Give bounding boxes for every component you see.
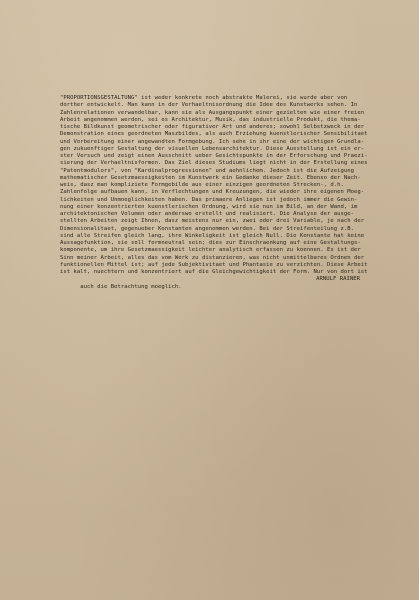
text-line: "PROPORTIONSGESTALTUNG" ist weder konkrete noch abstrakte Malerei, sie wurde aber von <box>60 95 348 101</box>
text-line: stellten Arbeiten zeigt Ihnen, dasz meistens nur ein, zwei oder drei Variable, je nach der <box>60 218 365 225</box>
text-line: Aussagefunktion, sie soll formneutral sein; dies zur Einschraenkung auf eine Gestaltungs- <box>60 240 361 246</box>
text-line: weis, dasz man kompliziete Formgebilde aus einer einzigen geordneten Strecken-, d.h. <box>60 182 344 188</box>
text-line: Zahlenfolge aufbauen kann, in Verflechtungen und Kreuzungen, die wieder ihre eigenen Moeg- <box>60 189 365 196</box>
text-line: ster Versuch und zeigt einen Ausschnitt ueber Gesichtspunkte in der Erforschung und Praezi- <box>60 153 368 159</box>
text-line: gen zukuenftiger Gestaltung der visuellen Lebensarchitektur. Diese Ausstellung ist ein er- <box>60 145 365 152</box>
text-line: mathematischer Gesetzmaessigkeiten im Kunstwerk ein Gedanke dieser Zeit. Ebenso der Nach- <box>60 174 361 181</box>
text-line: Sinn meiner Arbeit, alles das vom Werk zu distanzieren, was nicht unmittelbares Ordnen der <box>60 254 365 261</box>
text-line: Arbeit angenommen werden, sei es Architektur, Musik, das industrielle Produkt, die thema- <box>60 116 361 123</box>
text-line: funktionellen Mittel ist; auf jede Subjektivitaet und Phantasie zu verzichten. Diese Arbeit <box>60 261 368 268</box>
text-line: architektonischen Volumen oder anderswo erstellt und realisiert. Die Analyse der ausge- <box>60 211 355 217</box>
text-line: sierung der Verhaeltnisformen. Das Ziel dieses Studiums liegt nicht in der Erstellung eines <box>60 160 368 167</box>
author-signature: ARNULF RAINER <box>316 276 360 283</box>
text-line: "Patentmodulors", von "Kardinalprogressionen" und aehnlichem. Jedoch ist die Aufzeigung <box>60 167 355 174</box>
text-line: lichkeiten und Unmoeglichkeiten haben. Das primaere Anliegen ist jedoch immer die Gewin- <box>60 196 358 203</box>
text-line: tische Bildkunst geometrischer oder figurativer Art und anderes; sowohl Selbstzweck in der <box>60 124 365 130</box>
text-line: sind alle Streifen gleich lang, ihre Winkeligkeit ist gleich Null. Die Konstante hat keine <box>60 232 365 239</box>
text-line: ist kalt, nuechtern und konzentriert auf die Gleichgewichtigkeit der Form. Nur von dort ist <box>60 269 368 275</box>
text-line: nung einer konzentrierten kuenstlerischen Ordnung, wird sie nun im Bild, an der Wand, im <box>60 203 358 210</box>
text-line: und Vorbereitung einer angewandten Formgebung. Ich sehe in ihr eine der wichtigen Grundla- <box>60 138 365 145</box>
text-line: Dimensionalitaet, gegenueber Konstanten angenommen werden. Bei der Streifenteilung z.B. <box>60 225 355 232</box>
text-line: Zahlenrelationen verwandelbar, kann sie als Ausgangspunkt einer gezielten wie einer freien <box>60 109 365 116</box>
manifesto-text <box>60 95 368 290</box>
text-line: dorther entwickelt. Man kann in der Verhaeltnisordnung die Idee des Kunstwerks sehen. In <box>60 102 358 109</box>
text-line: komponente, um ihre Gesetzmaessigkeit leichter analytisch erfassen zu koennen. Es ist der <box>60 247 361 254</box>
text-line: auch die Betrachtung moeglich. <box>80 283 182 290</box>
text-line: Demonstration eines geordneten Maszbildes, als auch Erziehung kuenstlerischer Sensibilitaet <box>60 131 368 138</box>
final-line-row <box>60 276 360 290</box>
